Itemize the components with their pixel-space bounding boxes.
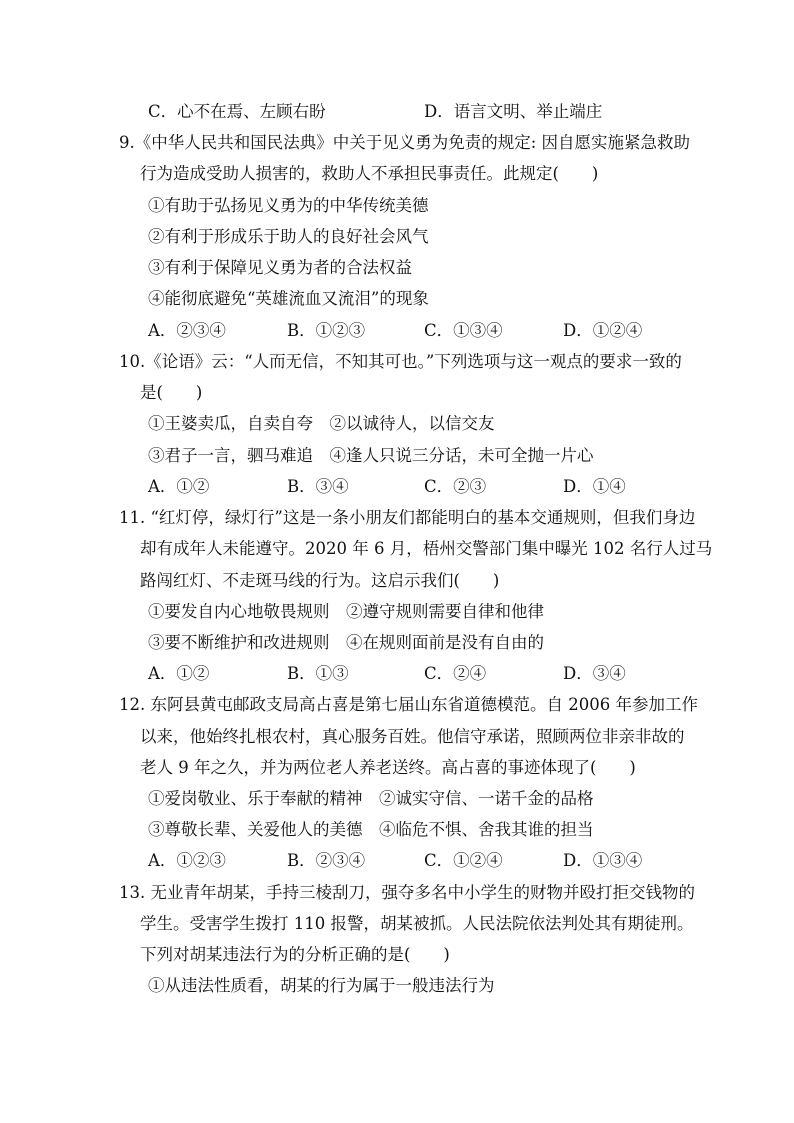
option-b: B．③④ [287,477,349,496]
option-a: A．②③④ [148,321,226,340]
question-stem-line: 12. 东阿县黄屯邮政支局高占喜是第七届山东省道德模范。自 2006 年参加工作 [119,695,698,714]
option-b: B．①②③ [287,321,366,340]
option-d: D．①③④ [563,851,643,870]
statement-item: ①从违法性质看，胡某的行为属于一般违法行为 [148,976,495,995]
statement-item: ③要不断维护和改进规则 ④在规则面前是没有自由的 [148,633,544,652]
statement-item: ①爱岗敬业、乐于奉献的精神 ②诚实守信、一诺千金的品格 [148,789,594,808]
question-stem-line: 9.《中华人民共和国民法典》中关于见义勇为免责的规定: 因自愿实施紧急救助 [119,133,691,152]
statement-item: ①有助于弘扬见义勇为的中华传统美德 [148,196,429,215]
option-d: D．①④ [563,477,626,496]
option-a: A．①②③ [148,851,226,870]
option-a: A．①② [148,477,210,496]
option-b: B．②③④ [287,851,366,870]
question-stem-line: 下列对胡某违法行为的分析正确的是( ) [140,945,450,964]
question-stem-line: 13. 无业青年胡某，手持三棱刮刀，强夺多名中小学生的财物并殴打拒交钱物的 [119,883,695,902]
statement-item: ②有利于形成乐于助人的良好社会风气 [148,227,429,246]
question-stem-line: 学生。受害学生拨打 110 报警，胡某被抓。人民法院依法判处其有期徒刑。 [140,914,694,933]
option-c: C．①②④ [424,851,503,870]
statement-item: ①王婆卖瓜，自卖自夸 ②以诚待人，以信交友 [148,414,495,433]
statement-item: ③君子一言，驷马难追 ④逢人只说三分话，未可全抛一片心 [148,446,594,465]
option-c: C．心不在焉、左顾右盼 [148,102,326,121]
statement-item: ①要发自内心地敬畏规则 ②遵守规则需要自律和他律 [148,602,544,621]
statement-item: ③有利于保障见义勇为者的合法权益 [148,258,412,277]
option-c: C．②③ [424,477,487,496]
option-c: C．②④ [424,664,487,683]
option-d: D．语言文明、举止端庄 [424,102,603,121]
option-d: D．③④ [563,664,626,683]
question-stem-line: 是( ) [140,383,203,402]
option-c: C．①③④ [424,321,503,340]
question-stem-line: 老人 9 年之久，并为两位老人养老送终。高占喜的事迹体现了( ) [140,758,636,777]
question-stem-line: 却有成年人未能遵守。2020 年 6 月，梧州交警部门集中曝光 102 名行人过马 [140,539,713,558]
question-stem-line: 路闯红灯、不走斑马线的行为。这启示我们( ) [140,571,500,590]
question-stem-line: 10.《论语》云：“人而无信，不知其可也。”下列选项与这一观点的要求一致的 [119,352,682,371]
question-stem-line: 11. “红灯停，绿灯行”这是一条小朋友们都能明白的基本交通规则，但我们身边 [119,508,696,527]
option-a: A．①② [148,664,210,683]
option-d: D．①②④ [563,321,643,340]
question-stem-line: 以来，他始终扎根农村，真心服务百姓。他信守承诺，照顾两位非亲非故的 [140,727,685,746]
statement-item: ④能彻底避免“英雄流血又流泪”的现象 [148,289,429,308]
statement-item: ③尊敬长辈、关爱他人的美德 ④临危不惧、舍我其谁的担当 [148,820,594,839]
question-stem-line: 行为造成受助人损害的，救助人不承担民事责任。此规定( ) [140,164,599,183]
option-b: B．①③ [287,664,349,683]
